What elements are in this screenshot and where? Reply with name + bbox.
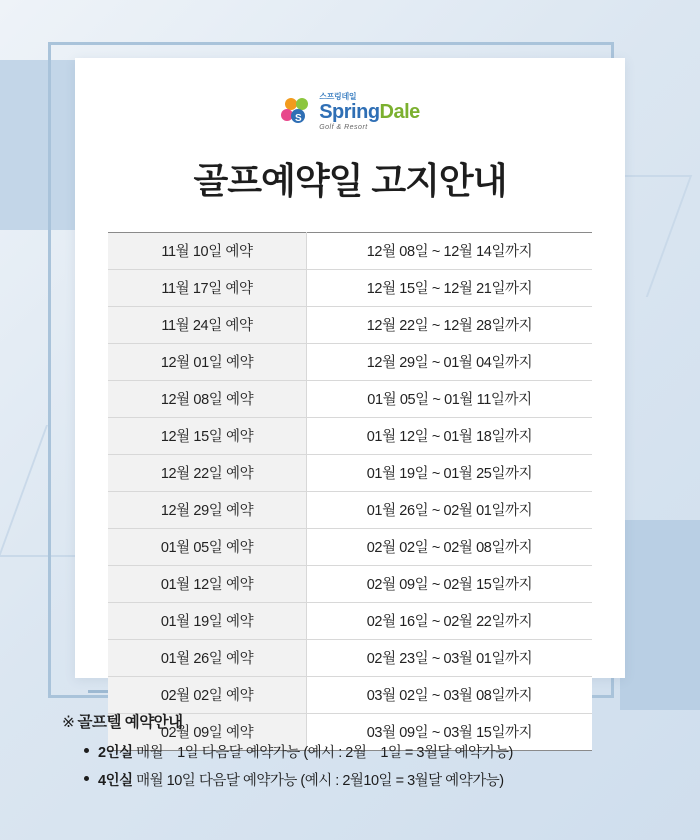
decorative-block-right bbox=[620, 520, 700, 710]
reservation-date-range: 01월 19일 ~ 01월 25일까지 bbox=[307, 455, 592, 492]
reservation-open-date: 12월 29일 예약 bbox=[108, 492, 307, 529]
svg-text:S: S bbox=[295, 113, 302, 124]
list-item bbox=[84, 741, 662, 762]
table-row bbox=[108, 307, 592, 344]
brand-name-part1: Spring bbox=[319, 101, 380, 123]
reservation-open-date: 11월 17일 예약 bbox=[108, 270, 307, 307]
reservation-date-range: 12월 29일 ~ 01월 04일까지 bbox=[307, 344, 592, 381]
reservation-open-date: 01월 19일 예약 bbox=[108, 603, 307, 640]
reservation-date-range: 02월 02일 ~ 02월 08일까지 bbox=[307, 529, 592, 566]
note-text: 매월 10일 다음달 예약가능 (예시 : 2월10일 = 3월달 예약가능) bbox=[132, 773, 504, 789]
springdale-logo-icon bbox=[280, 97, 314, 127]
reservation-date-range: 01월 12일 ~ 01월 18일까지 bbox=[307, 418, 592, 455]
page-title: 골프예약일 고지안내 bbox=[193, 160, 507, 201]
footer-notes bbox=[62, 710, 662, 797]
brand-logo-korean: 스프링데일 bbox=[319, 92, 357, 101]
reservation-date-range: 03월 02일 ~ 03월 08일까지 bbox=[307, 677, 592, 714]
reservation-schedule-table bbox=[108, 232, 592, 751]
reservation-date-range: 03월 09일 ~ 03월 15일까지 bbox=[307, 714, 592, 751]
table-row bbox=[108, 270, 592, 307]
reservation-open-date: 11월 24일 예약 bbox=[108, 307, 307, 344]
brand-logo-text bbox=[319, 93, 420, 131]
reservation-date-range: 02월 23일 ~ 03월 01일까지 bbox=[307, 640, 592, 677]
notes-list bbox=[62, 741, 662, 790]
reservation-open-date: 01월 26일 예약 bbox=[108, 640, 307, 677]
reservation-open-date: 12월 08일 예약 bbox=[108, 381, 307, 418]
table-row bbox=[108, 677, 592, 714]
reservation-date-range: 12월 22일 ~ 12월 28일까지 bbox=[307, 307, 592, 344]
reservation-open-date: 12월 01일 예약 bbox=[108, 344, 307, 381]
reservation-open-date: 01월 05일 예약 bbox=[108, 529, 307, 566]
reservation-date-range: 02월 09일 ~ 02월 15일까지 bbox=[307, 566, 592, 603]
reservation-date-range: 12월 15일 ~ 12월 21일까지 bbox=[307, 270, 592, 307]
table-row bbox=[108, 603, 592, 640]
brand-logo-name bbox=[319, 102, 420, 122]
notes-title bbox=[62, 710, 662, 732]
table-row bbox=[108, 529, 592, 566]
table-row bbox=[108, 381, 592, 418]
brand-logo-tagline: Golf & Resort bbox=[319, 124, 368, 131]
reservation-open-date: 02월 02일 예약 bbox=[108, 677, 307, 714]
table-row bbox=[108, 344, 592, 381]
reservation-open-date: 11월 10일 예약 bbox=[108, 233, 307, 270]
brand-name-part2: Dale bbox=[379, 101, 420, 123]
schedule-table-body bbox=[108, 233, 592, 751]
table-row bbox=[108, 418, 592, 455]
reservation-date-range: 01월 26일 ~ 02월 01일까지 bbox=[307, 492, 592, 529]
reservation-date-range: 12월 08일 ~ 12월 14일까지 bbox=[307, 233, 592, 270]
note-text: 매월 1일 다음달 예약가능 (예시 : 2월 1일 = 3월달 예약가능) bbox=[132, 745, 513, 761]
table-row bbox=[108, 566, 592, 603]
reservation-date-range: 02월 16일 ~ 02월 22일까지 bbox=[307, 603, 592, 640]
table-row bbox=[108, 640, 592, 677]
reservation-open-date: 02월 09일 예약 bbox=[108, 714, 307, 751]
table-row bbox=[108, 492, 592, 529]
notes-title-text: 골프텔 예약안내 bbox=[77, 714, 183, 731]
note-room-type: 2인실 bbox=[98, 745, 133, 761]
notes-mark-icon: ※ bbox=[62, 714, 75, 731]
reservation-open-date: 12월 15일 예약 bbox=[108, 418, 307, 455]
table-row bbox=[108, 455, 592, 492]
schedule-table-wrap bbox=[108, 232, 592, 751]
list-item bbox=[84, 769, 662, 790]
note-room-type: 4인실 bbox=[98, 773, 133, 789]
brand-logo bbox=[75, 58, 625, 131]
reservation-date-range: 01월 05일 ~ 01월 11일까지 bbox=[307, 381, 592, 418]
reservation-open-date: 01월 12일 예약 bbox=[108, 566, 307, 603]
reservation-open-date: 12월 22일 예약 bbox=[108, 455, 307, 492]
table-row bbox=[108, 233, 592, 270]
